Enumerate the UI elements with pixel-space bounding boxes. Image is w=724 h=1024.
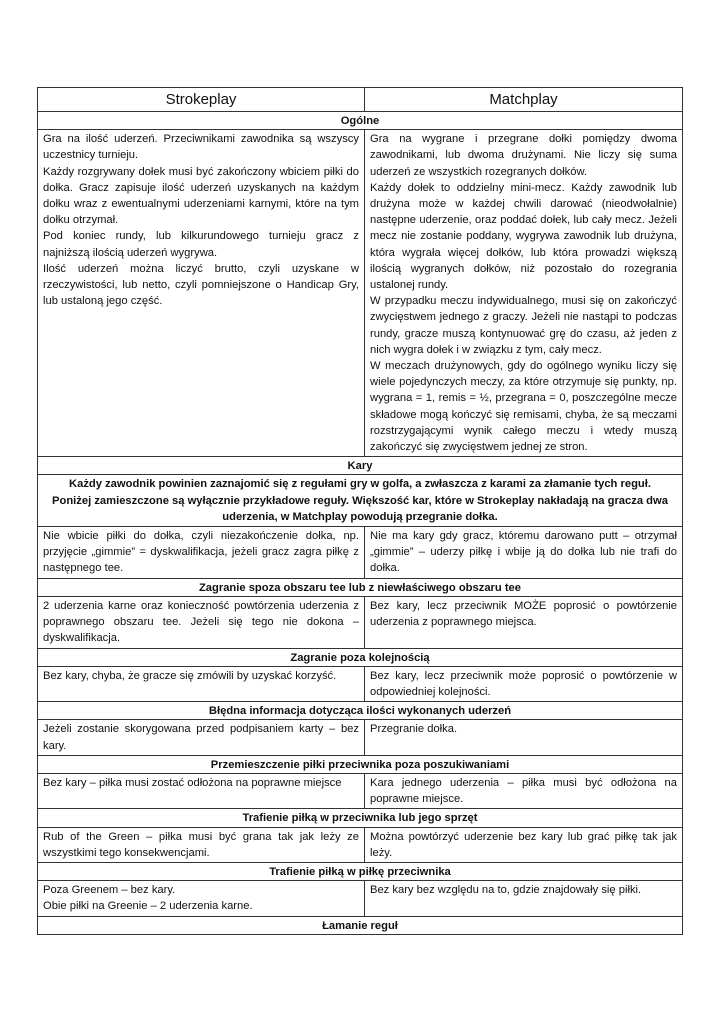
paragraph: Obie piłki na Greenie – 2 uderzenia karne.: [43, 900, 253, 913]
gimmie-row: [38, 527, 683, 579]
paragraph: Gra na wygrane i przegrane dołki pomiędzy dwoma zawodnikami, lub dwoma drużynami. Nie liczy się suma uderzeń ze wszystkich rozegranych dołków.: [370, 133, 677, 178]
paragraph: Przegranie dołka.: [370, 723, 458, 736]
paragraph: Gra na ilość uderzeń. Przeciwnikami zawodnika są wszyscy uczestnicy turnieju.: [43, 133, 359, 162]
penalties-intro-row: [38, 475, 683, 527]
paragraph: Bez kary, lecz przeciwnik MOŻE poprosić o powtórzenie uderzenia z poprawnego miejsca.: [370, 599, 677, 629]
paragraph: Ilość uderzeń można liczyć brutto, czyli uzyskane w rzeczywistości, lub netto, czyli pomniejszone o Handicap Gry, lub ustaloną jego część.: [43, 262, 359, 308]
rules-document: [37, 87, 682, 935]
paragraph: Każdy dołek to oddzielny mini-mecz. Każdy zawodnik lub drużyna może w każdej chwili darować (nieodwołalnie) następne uderzenie, oraz poddać dołek, lub cały mecz. Jeżeli mecz nie zostanie poddany, wygrywa zawodnik lub drużyna, która wygrała więcej dołków, lub która prowadzi większą ilością wygranych dołków, niż pozostało do rozegrania ustalonej rundy.: [370, 181, 677, 292]
rule-row: [38, 666, 683, 701]
paragraph: Rub of the Green – piłka musi być grana tak jak leży ze wszystkimi tego konsekwencjami.: [43, 830, 359, 859]
section-title-row: [38, 755, 683, 773]
strokeplay-rule-cell: [38, 596, 365, 648]
paragraph: Kara jednego uderzenia – piłka musi być odłożona na poprawne miejsce.: [370, 776, 677, 806]
matchplay-rule-cell: [365, 720, 683, 755]
matchplay-rule-cell: [365, 827, 683, 862]
matchplay-rule-cell: [365, 596, 683, 648]
rule-row: [38, 596, 683, 648]
section-title-row: [38, 809, 683, 827]
strokeplay-gimmie-cell: Nie wbicie piłki do dołka, czyli niezakończenie dołka, np. przyjęcie „gimmie” = dyskwalifikacja, jeżeli gracz zagra piłkę z następnego tee.: [38, 527, 365, 579]
paragraph: Jeżeli zostanie skorygowana przed podpisaniem karty – bez kary.: [43, 723, 359, 752]
strokeplay-general-cell: [38, 130, 365, 457]
section-title: Przemieszczenie piłki przeciwnika poza poszukiwaniami: [38, 755, 683, 773]
matchplay-general-cell: [365, 130, 683, 457]
paragraph: Pod koniec rundy, lub kilkurundowego turnieju gracz z najniższą ilością uderzeń wygrywa.: [43, 230, 359, 259]
strokeplay-rule-cell: [38, 827, 365, 862]
paragraph: W meczach drużynowych, gdy do ogólnego wyniku liczy się wiele pojedynczych meczy, za które otrzymuje się punkty, np. wygrana = 1, remis = ½, przegrana = 0, poszczególne mecze składowe mogą kończyć się remisami, chyba, że są meczami rozstrzygającymi wynik całego meczu i wtedy muszą zakończyć się zwycięstwem jednej ze stron.: [370, 360, 677, 454]
section-title-row: [38, 578, 683, 596]
general-row: [38, 130, 683, 457]
paragraph: 2 uderzenia karne oraz konieczność powtórzenia uderzenia z poprawnego obszaru tee. Jeżeli się tego nie dokona – dyskwalifikacja.: [43, 599, 359, 645]
section-title: Zagranie spoza obszaru tee lub z niewłaściwego obszaru tee: [38, 578, 683, 596]
strokeplay-rule-cell: [38, 666, 365, 701]
paragraph: W przypadku meczu indywidualnego, musi się on zakończyć zwycięstwem jednego z graczy. Jeżeli nie nastąpi to podczas rundy, gracze muszą kontynuować grę do czasu, aż jeden z nich wygra dołek i w związku z tym, cały mecz.: [370, 295, 677, 356]
paragraph: Bez kary – piłka musi zostać odłożona na poprawne miejsce: [43, 776, 342, 789]
section-title-row: [38, 648, 683, 666]
paragraph: Bez kary bez względu na to, gdzie znajdowały się piłki.: [370, 884, 642, 897]
section-title: Zagranie poza kolejnością: [38, 648, 683, 666]
section-title-general: Ogólne: [38, 112, 683, 130]
section-title-row: [38, 862, 683, 880]
rule-row: [38, 773, 683, 808]
paragraph: Można powtórzyć uderzenie bez kary lub grać piłkę tak jak leży.: [370, 830, 677, 859]
paragraph: Każdy rozgrywany dołek musi być zakończony wbiciem piłki do dołka. Gracz zapisuje ilość uderzeń uzyskanych na każdym dołku wraz z ewentualnymi uderzeniami karnymi, które na tym dołku otrzymał.: [43, 165, 359, 227]
paragraph: Bez kary, lecz przeciwnik może poprosić o powtórzenie w odpowiedniej kolejności.: [370, 669, 677, 698]
paragraph: Bez kary, chyba, że gracze się zmówili by uzyskać korzyść.: [43, 669, 337, 682]
matchplay-gimmie-cell: Nie ma kary gdy gracz, któremu darowano putt – otrzymał „gimmie” – uderzy piłkę i wbije ją do dołka lub nie trafi do dołka.: [365, 527, 683, 579]
section-title-rule-breaking: Łamanie reguł: [38, 916, 683, 934]
section-title-row: [38, 112, 683, 130]
section-title-row: [38, 702, 683, 720]
rule-row: [38, 720, 683, 755]
comparison-table: [37, 87, 683, 935]
paragraph: Poza Greenem – bez kary.: [43, 884, 176, 897]
rule-row: [38, 827, 683, 862]
matchplay-rule-cell: [365, 666, 683, 701]
penalties-intro: Każdy zawodnik powinien zaznajomić się z regułami gry w golfa, a zwłaszcza z karami za złamanie tych reguł. Poniżej zamieszczone są wyłącznie przykładowe reguły. Większość kar, które w Strokeplay nakładają na gracza dwa uderzenia, w Matchplay powodują przegranie dołka.: [38, 475, 683, 527]
strokeplay-rule-cell: [38, 773, 365, 808]
matchplay-header: Matchplay: [365, 88, 683, 112]
header-row: [38, 88, 683, 112]
strokeplay-rule-cell: [38, 881, 365, 916]
matchplay-rule-cell: [365, 773, 683, 808]
matchplay-rule-cell: [365, 881, 683, 916]
section-title-row: [38, 916, 683, 934]
section-title: Trafienie piłką w przeciwnika lub jego sprzęt: [38, 809, 683, 827]
section-title-row: [38, 457, 683, 475]
strokeplay-rule-cell: [38, 720, 365, 755]
section-title: Błędna informacja dotycząca ilości wykonanych uderzeń: [38, 702, 683, 720]
section-title-penalties: Kary: [38, 457, 683, 475]
rule-row: [38, 881, 683, 916]
strokeplay-header: Strokeplay: [38, 88, 365, 112]
section-title: Trafienie piłką w piłkę przeciwnika: [38, 862, 683, 880]
